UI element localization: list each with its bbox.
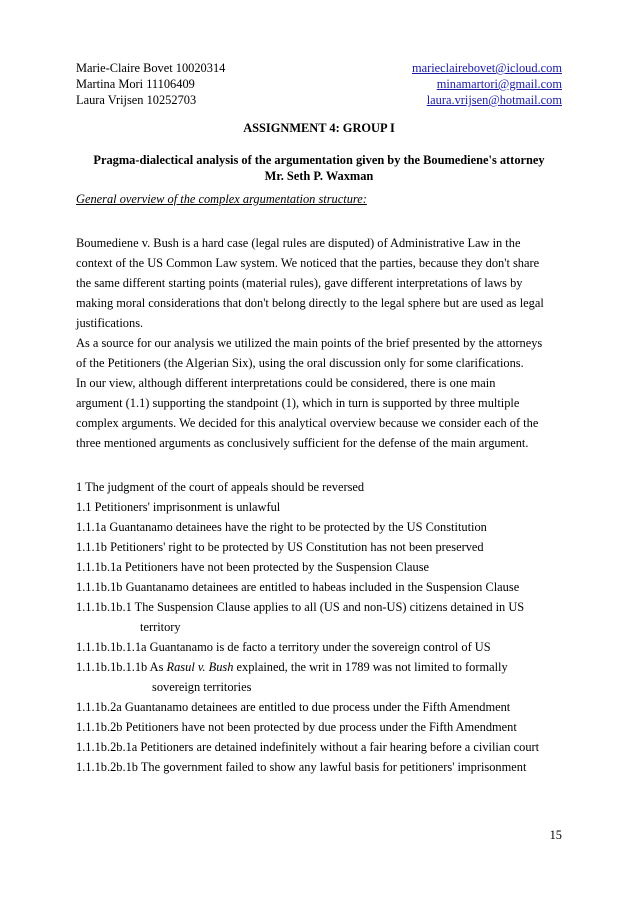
paragraph-line: context of the US Common Law system. We noticed that the parties, because they don't share: [76, 256, 540, 270]
paragraph-line: making moral considerations that don't belong directly to the legal sphere but are used as legal: [76, 296, 544, 310]
author-email-link[interactable]: laura.vrijsen@hotmail.com: [426, 93, 562, 107]
author-name: Laura Vrijsen 10252703: [76, 93, 197, 107]
analysis-subtitle: Pragma-dialectical analysis of the argumentation given by the Boumediene's attorney: [93, 153, 545, 167]
paragraph-line: three mentioned arguments as conclusively sufficient for the defense of the main argument.: [76, 436, 529, 450]
author-row: [76, 92, 562, 108]
outline-item: 1.1.1b.1b.1.1a Guantanamo is de facto a territory under the sovereign control of US: [76, 640, 491, 654]
outline-item: [76, 657, 508, 677]
outline-prefix: 1.1.1b.1b.1.1b As: [76, 660, 167, 674]
paragraph-line: justifications.: [76, 316, 144, 330]
author-name: Martina Mori 11106409: [76, 77, 195, 91]
outline-item: 1.1.1b Petitioners' right to be protected by US Constitution has not been preserved: [76, 540, 484, 554]
paragraph-line: As a source for our analysis we utilized the main points of the brief presented by the attorneys: [76, 336, 543, 350]
outline-item: 1.1.1a Guantanamo detainees have the right to be protected by the US Constitution: [76, 520, 487, 534]
author-email-link[interactable]: minamartori@gmail.com: [436, 77, 562, 91]
section-heading: General overview of the complex argumentation structure:: [76, 192, 367, 206]
paragraph-line: the same different starting points (material rules), gave different interpretations of laws by: [76, 276, 523, 290]
outline-item: 1.1.1b.1b Guantanamo detainees are entitled to habeas included in the Suspension Clause: [76, 580, 520, 594]
author-row: [76, 60, 562, 76]
paragraph-line: argument (1.1) supporting the standpoint (1), which in turn is supported by three multiple: [76, 396, 520, 410]
author-row: [76, 76, 562, 92]
outline-item: 1 The judgment of the court of appeals should be reversed: [76, 480, 365, 494]
paragraph-line: of the Petitioners (the Algerian Six), using the oral discussion only for some clarifications.: [76, 356, 524, 370]
assignment-title: ASSIGNMENT 4: GROUP I: [243, 121, 395, 135]
paragraph-line: In our view, although different interpretations could be considered, there is one main: [76, 376, 496, 390]
page-number: 15: [549, 828, 562, 842]
outline-item: 1.1.1b.1b.1 The Suspension Clause applies to all (US and non-US) citizens detained in US: [76, 600, 525, 614]
case-name: Rasul v. Bush: [166, 660, 234, 674]
outline-item: 1.1.1b.2b.1b The government failed to show any lawful basis for petitioners' imprisonment: [76, 760, 527, 774]
outline-item: 1.1.1b.2b.1a Petitioners are detained indefinitely without a fair hearing before a civilian court: [76, 740, 540, 754]
outline-item: 1.1 Petitioners' imprisonment is unlawful: [76, 500, 281, 514]
analysis-subtitle-cont: Mr. Seth P. Waxman: [264, 169, 374, 183]
paragraph-line: complex arguments. We decided for this analytical overview because we consider each of the: [76, 416, 539, 430]
outline-item: 1.1.1b.2a Guantanamo detainees are entitled to due process under the Fifth Amendment: [76, 700, 511, 714]
paragraph-line: Boumediene v. Bush is a hard case (legal rules are disputed) of Administrative Law in the: [76, 236, 521, 250]
outline-item: 1.1.1b.2b Petitioners have not been protected by due process under the Fifth Amendment: [76, 720, 517, 734]
author-name: Marie-Claire Bovet 10020314: [76, 61, 226, 75]
outline-suffix: explained, the writ in 1789 was not limited to formally: [233, 660, 508, 674]
outline-item: 1.1.1b.1a Petitioners have not been protected by the Suspension Clause: [76, 560, 430, 574]
outline-item-cont: territory: [140, 620, 181, 634]
author-email-link[interactable]: marieclairebovet@icloud.com: [411, 61, 562, 75]
outline-item-cont: sovereign territories: [152, 680, 252, 694]
